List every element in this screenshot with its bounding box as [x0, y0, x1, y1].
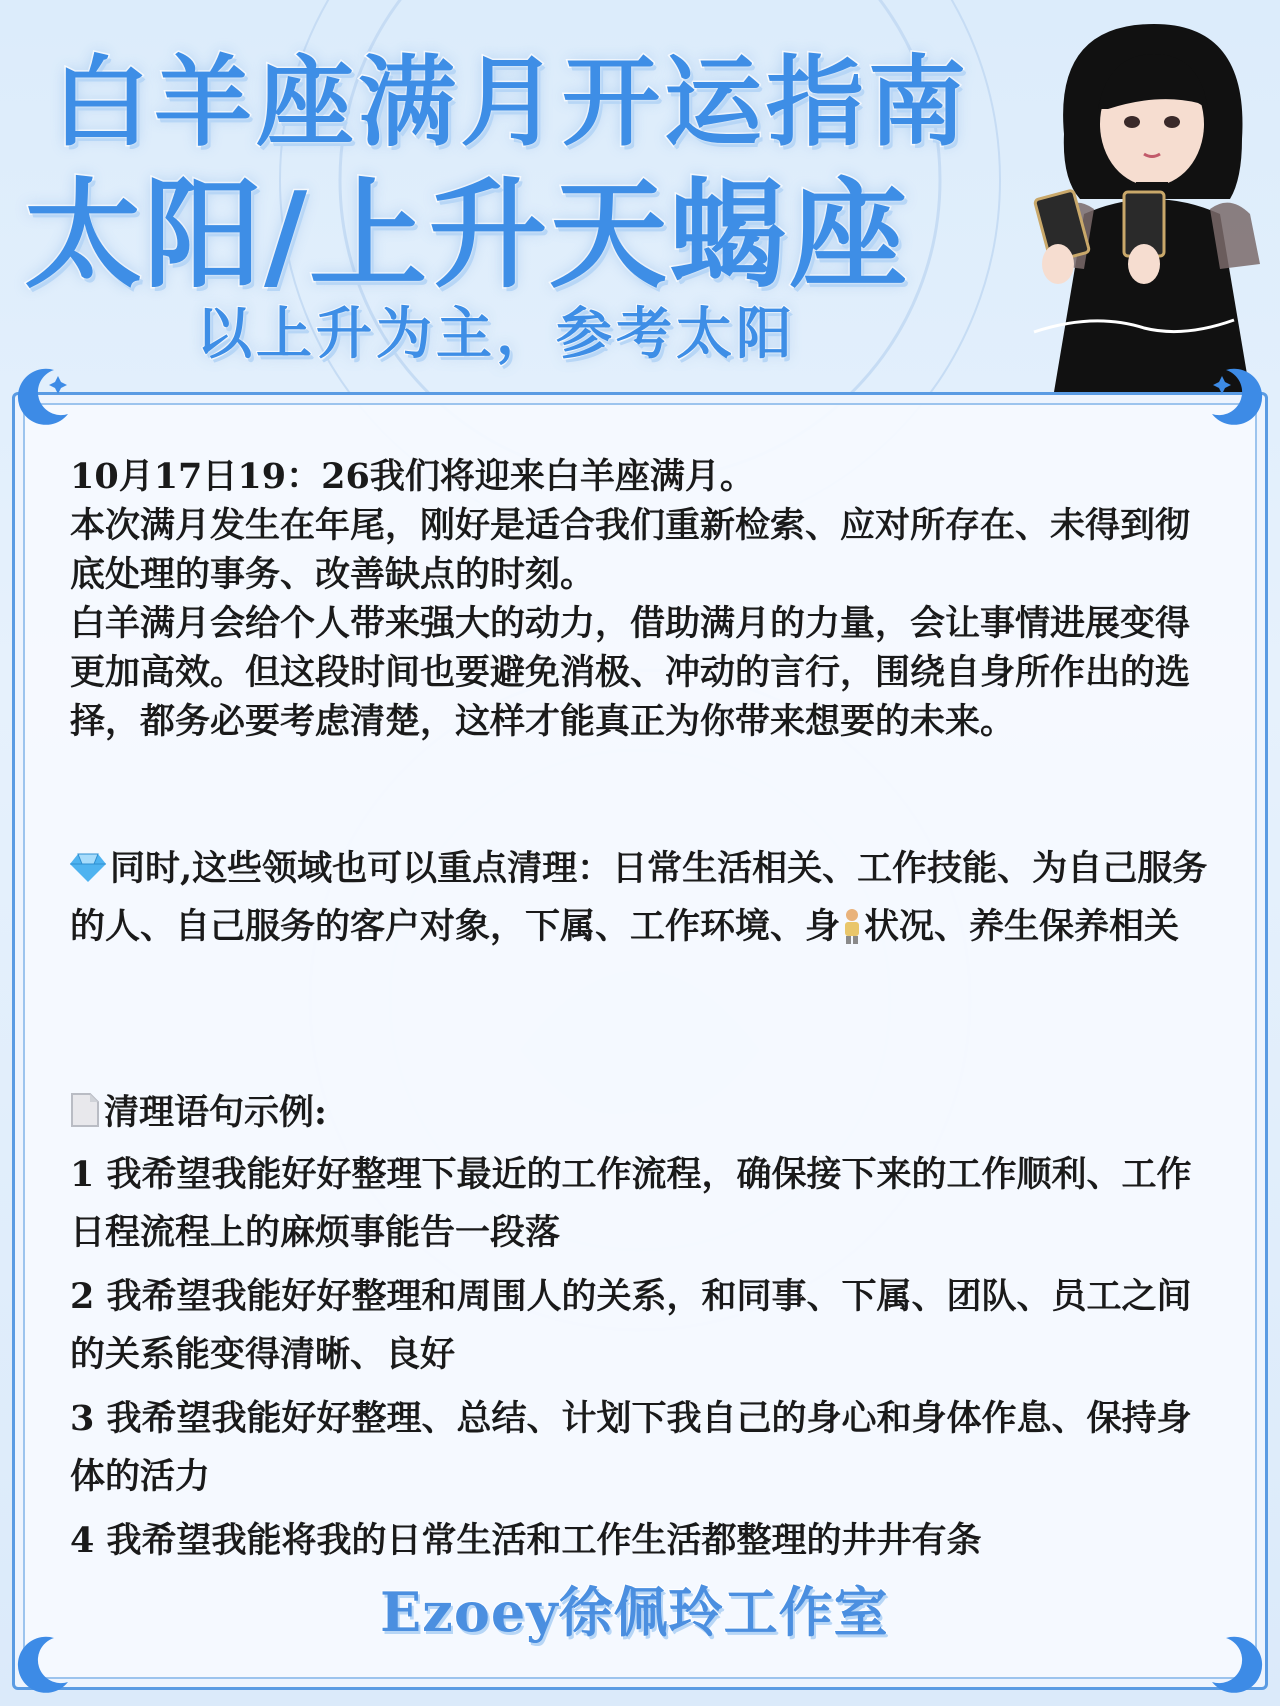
focus-areas: [70, 840, 1210, 956]
examples-heading: [70, 1088, 1210, 1137]
studio-signature: Ezoey徐佩玲工作室: [380, 1580, 889, 1644]
page-title-sign: 太阳/上升天蝎座: [24, 166, 910, 304]
intro-paragraph: 本次满月发生在年尾，刚好是适合我们重新检索、应对所存在、未得到彻底处理的事务、改善缺点的时刻。: [70, 505, 1191, 595]
examples-heading-text: 清理语句示例:: [104, 1092, 327, 1133]
focus-text: 同时,这些领域也可以重点清理：日常生活相关、工作技能、为自己服务的人、自己服务的客户对象，下属、工作环境、身: [70, 848, 1208, 947]
intro-paragraph: 白羊满月会给个人带来强大的动力，借助满月的力量，会让事情进展变得更加高效。但这段时间也要避免消极、冲动的言行，围绕自身所作出的选择，都务必要考虑清楚，这样才能真正为你带来想要的未来。: [70, 603, 1191, 742]
focus-text-continued: 状况、养生保养相关: [864, 906, 1180, 947]
crescent-moon-icon: [6, 362, 76, 432]
crescent-moon-icon: [1204, 362, 1274, 432]
avatar-illustration: [1024, 14, 1280, 392]
gem-icon: [70, 852, 106, 884]
example-item: 4 我希望我能将我的日常生活和工作生活都整理的井井有条: [70, 1520, 982, 1561]
crescent-moon-icon: [6, 1630, 76, 1700]
example-item: 3 我希望我能好好整理、总结、计划下我自己的身心和身体作息、保持身体的活力: [70, 1398, 1192, 1497]
example-item: 2 我希望我能好好整理和周围人的关系，和同事、下属、团队、员工之间的关系能变得清晰、良好: [70, 1276, 1192, 1375]
crescent-moon-icon: [1204, 1630, 1274, 1700]
example-item: 1 我希望我能好好整理下最近的工作流程，确保接下来的工作顺利、工作日程流程上的麻烦事能告一段落: [70, 1154, 1192, 1253]
page-subtitle: 以上升为主，参考太阳: [196, 302, 796, 367]
intro-section: [70, 452, 1210, 746]
person-icon: [840, 908, 864, 944]
page-title: 白羊座满月开运指南: [52, 46, 971, 160]
intro-date-line: 10月17日19：26我们将迎来白羊座满月。: [70, 456, 755, 497]
document-icon: [70, 1092, 100, 1128]
